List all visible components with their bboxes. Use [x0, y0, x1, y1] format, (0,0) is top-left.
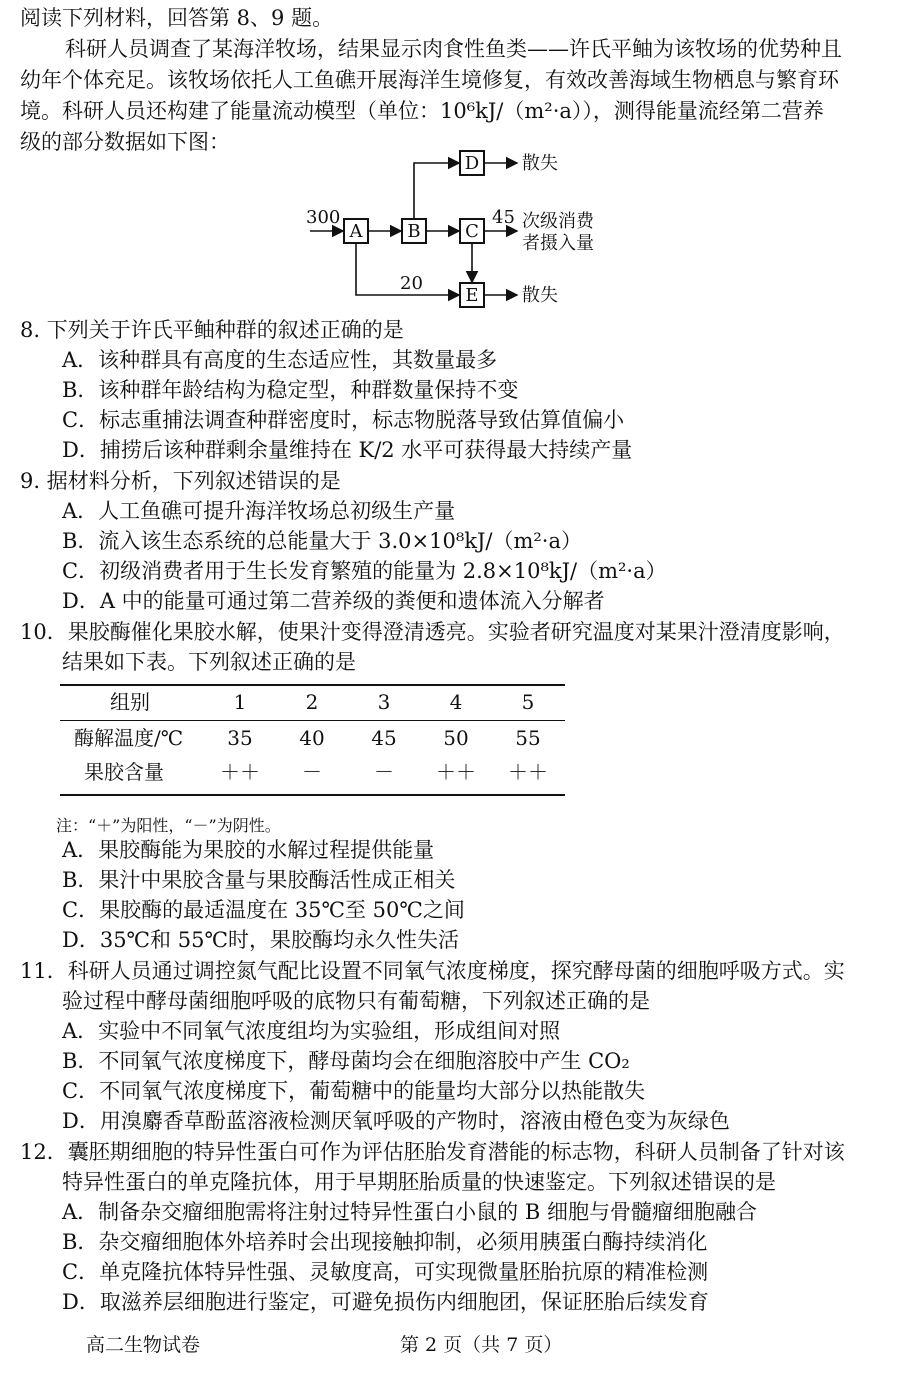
energy-flow-diagram: [300, 145, 600, 315]
d-out-label: 散失: [522, 153, 558, 174]
table-cell: 40: [299, 726, 325, 750]
q10-stem-2: 结果如下表。下列叙述正确的是: [62, 650, 356, 674]
table-header-3: 3: [377, 690, 391, 714]
table-cell: －: [302, 760, 322, 784]
table-cell: 55: [515, 726, 541, 750]
footer-subject: 高二生物试卷: [86, 1334, 201, 1356]
q12-option-c: C．单克隆抗体特异性强、灵敏度高，可实现微量胚胎抗原的精准检测: [62, 1260, 709, 1284]
intro-line-3: 幼年个体充足。该牧场依托人工鱼礁开展海洋生境修复，有效改善海域生物栖息与繁育环: [20, 68, 839, 92]
q9-option-b: B．流入该生态系统的总能量大于 3.0×10⁸kJ/（m²·a）: [62, 529, 582, 553]
q10-note: 注：“＋”为阳性，“－”为阴性。: [56, 816, 281, 835]
q10-option-c: C．果胶酶的最适温度在 35℃至 50℃之间: [62, 898, 465, 922]
c-out-value: 45: [492, 207, 515, 228]
q8-option-d: D．捕捞后该种群剩余量维持在 K/2 水平可获得最大持续产量: [62, 438, 633, 462]
node-d-label: D: [464, 153, 480, 174]
intro-line-5: 级的部分数据如下图：: [20, 130, 230, 154]
node-b-label: B: [407, 221, 421, 242]
q9-stem: 9. 据材料分析，下列叙述错误的是: [20, 469, 341, 493]
q12-option-d: D．取滋养层细胞进行鉴定，可避免损伤内细胞团，保证胚胎后续发育: [62, 1290, 709, 1314]
q11-stem-2: 验过程中酵母菌细胞呼吸的底物只有葡萄糖，下列叙述正确的是: [62, 989, 650, 1013]
q8-option-c: C．标志重捕法调查种群密度时，标志物脱落导致估算值偏小: [62, 408, 625, 432]
q12-option-a: A．制备杂交瘤细胞需将注射过特异性蛋白小鼠的 B 细胞与骨髓瘤细胞融合: [62, 1200, 757, 1224]
q10-option-b: B．果汁中果胶含量与果胶酶活性成正相关: [62, 868, 456, 892]
q8-option-b: B．该种群年龄结构为稳定型，种群数量保持不变: [62, 378, 519, 402]
intro-line-4: 境。科研人员还构建了能量流动模型（单位：10⁶kJ/（m²·a）），测得能量流经第二营养: [20, 99, 824, 123]
intro-line-2: 科研人员调查了某海洋牧场，结果显示肉食性鱼类——许氏平鲉为该牧场的优势种且: [65, 37, 842, 61]
a-to-e-value: 20: [400, 273, 423, 294]
c-out-label-1: 次级消费: [522, 211, 594, 232]
q11-stem-1: 11．科研人员通过调控氮气配比设置不同氧气浓度梯度，探究酵母菌的细胞呼吸方式。实: [20, 959, 845, 983]
arrow-b-d: [414, 163, 459, 219]
table-row-temp-label: 酶解温度/℃: [74, 726, 184, 750]
table-cell: ＋＋: [220, 760, 260, 784]
q12-option-b: B．杂交瘤细胞体外培养时会出现接触抑制，必须用胰蛋白酶持续消化: [62, 1230, 708, 1254]
q11-option-b: B．不同氧气浓度梯度下，酵母菌均会在细胞溶胶中产生 CO₂: [62, 1049, 630, 1073]
q8-option-a: A．该种群具有高度的生态适应性，其数量最多: [62, 348, 498, 372]
table-header-group: 组别: [110, 690, 150, 714]
table-header-4: 4: [449, 690, 463, 714]
e-out-label: 散失: [522, 285, 558, 306]
q10-option-d: D．35℃和 55℃时，果胶酶均永久性失活: [62, 928, 459, 952]
q12-stem-2: 特异性蛋白的单克隆抗体，用于早期胚胎质量的快速鉴定。下列叙述错误的是: [62, 1170, 776, 1194]
q10-stem-1: 10．果胶酶催化果胶水解，使果汁变得澄清透亮。实验者研究温度对某果汁澄清度影响，: [20, 620, 845, 644]
table-cell: 45: [371, 726, 397, 750]
table-header-5: 5: [521, 690, 535, 714]
q8-stem: 8. 下列关于许氏平鲉种群的叙述正确的是: [20, 318, 404, 342]
q9-option-c: C．初级消费者用于生长发育繁殖的能量为 2.8×10⁸kJ/（m²·a）: [62, 559, 667, 583]
table-cell: －: [374, 760, 394, 784]
intro-line-1: 阅读下列材料，回答第 8、9 题。: [20, 6, 334, 30]
table-header-1: 1: [233, 690, 247, 714]
node-a-label: A: [349, 221, 363, 242]
table-cell: ＋＋: [508, 760, 548, 784]
table-cell: 50: [443, 726, 469, 750]
table-cell: ＋＋: [436, 760, 476, 784]
table-header-2: 2: [305, 690, 319, 714]
input-value: 300: [306, 207, 341, 228]
footer-page-number: 第 2 页（共 7 页）: [400, 1334, 563, 1356]
table-cell: 35: [227, 726, 253, 750]
node-e-label: E: [465, 285, 479, 306]
q10-option-a: A．果胶酶能为果胶的水解过程提供能量: [62, 838, 435, 862]
node-c-label: C: [465, 221, 479, 242]
q9-option-a: A．人工鱼礁可提升海洋牧场总初级生产量: [62, 499, 456, 523]
q11-option-a: A．实验中不同氧气浓度组均为实验组，形成组间对照: [62, 1019, 561, 1043]
c-out-label-2: 者摄入量: [522, 233, 594, 254]
q12-stem-1: 12．囊胚期细胞的特异性蛋白可作为评估胚胎发育潜能的标志物，科研人员制备了针对该: [20, 1140, 845, 1164]
q11-option-c: C．不同氧气浓度梯度下，葡萄糖中的能量均大部分以热能散失: [62, 1079, 646, 1103]
table-row-pectin-label: 果胶含量: [84, 760, 164, 784]
q11-option-d: D．用溴麝香草酚蓝溶液检测厌氧呼吸的产物时，溶液由橙色变为灰绿色: [62, 1109, 730, 1133]
q9-option-d: D．A 中的能量可通过第二营养级的粪便和遗体流入分解者: [62, 589, 605, 613]
